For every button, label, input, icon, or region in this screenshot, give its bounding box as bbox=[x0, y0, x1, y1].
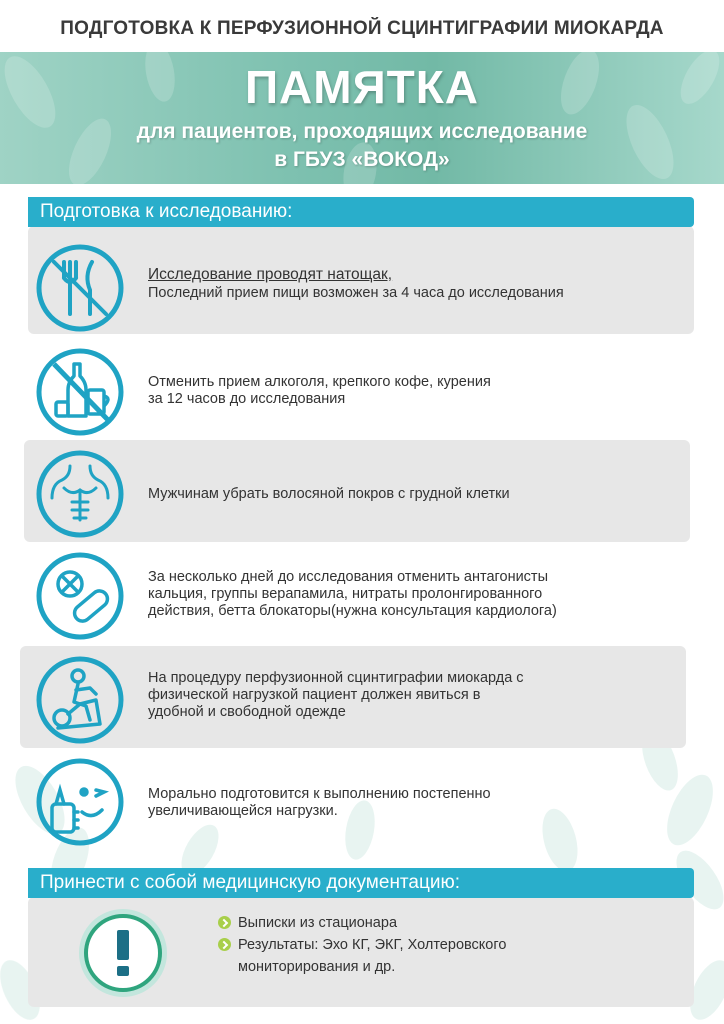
item-1-lead: Исследование проводят натощак, bbox=[148, 266, 393, 283]
exclamation-icon bbox=[76, 906, 170, 1000]
check-bullet-icon bbox=[218, 938, 231, 951]
no-pills-icon bbox=[34, 550, 126, 642]
item-6-text bbox=[148, 786, 678, 820]
item-1-text bbox=[148, 266, 678, 302]
list-item-text: мониторирования и др. bbox=[238, 959, 396, 975]
banner-subtitle bbox=[0, 118, 724, 174]
item-2-text bbox=[148, 374, 678, 408]
no-alcohol-coffee-icon bbox=[34, 346, 126, 438]
item-5-line-2: физической нагрузкой пациент должен явиться в bbox=[148, 687, 481, 703]
item-4-line-3: действия, бетта блокаторы(нужна консультация кардиолога) bbox=[148, 603, 557, 619]
list-item-text: Результаты: Эхо КГ, ЭКГ, Холтеровского bbox=[238, 937, 507, 953]
smile-thumbs-up-icon bbox=[34, 756, 126, 848]
item-5-text bbox=[148, 670, 678, 721]
check-bullet-icon bbox=[218, 916, 231, 929]
section-bar-documents: Принести с собой медицинскую документацию: bbox=[28, 868, 694, 898]
item-5-line-1: На процедуру перфузионной сцинтиграфии миокарда с bbox=[148, 670, 524, 686]
list-item bbox=[218, 956, 506, 978]
item-4-line-1: За несколько дней до исследования отменить антагонисты bbox=[148, 569, 548, 585]
no-food-icon bbox=[34, 242, 126, 334]
item-4-line-2: кальция, группы верапамила, нитраты пролонгированного bbox=[148, 586, 543, 602]
banner-line-1: для пациентов, проходящих исследование bbox=[136, 120, 588, 143]
chest-icon bbox=[34, 448, 126, 540]
item-6-line-1: Морально подготовится к выполнению постепенно bbox=[148, 786, 491, 802]
item-3-line-1: Мужчинам убрать волосяной покров с грудной клетки bbox=[148, 486, 510, 502]
item-3-text bbox=[148, 486, 678, 503]
item-5-line-3: удобной и свободной одежде bbox=[148, 704, 346, 720]
item-2-line-1: Отменить прием алкоголя, крепкого кофе, курения bbox=[148, 374, 491, 390]
section-bar-preparation: Подготовка к исследованию: bbox=[28, 197, 694, 227]
documents-list bbox=[218, 912, 506, 978]
banner-line-2: в ГБУЗ «ВОКОД» bbox=[274, 148, 450, 171]
banner bbox=[0, 52, 724, 184]
exercise-bike-icon bbox=[34, 654, 126, 746]
list-item-text: Выписки из стационара bbox=[238, 915, 398, 931]
list-item bbox=[218, 912, 506, 934]
item-2-line-2: за 12 часов до исследования bbox=[148, 391, 346, 407]
list-item bbox=[218, 934, 506, 956]
item-6-line-2: увеличивающейся нагрузки. bbox=[148, 803, 338, 819]
item-4-text bbox=[148, 569, 688, 620]
top-title: ПОДГОТОВКА К ПЕРФУЗИОННОЙ СЦИНТИГРАФИИ МИОКАРДА bbox=[60, 18, 664, 39]
item-1-line-1: Последний прием пищи возможен за 4 часа до исследования bbox=[148, 285, 564, 301]
banner-title: ПАМЯТКА bbox=[244, 61, 480, 113]
